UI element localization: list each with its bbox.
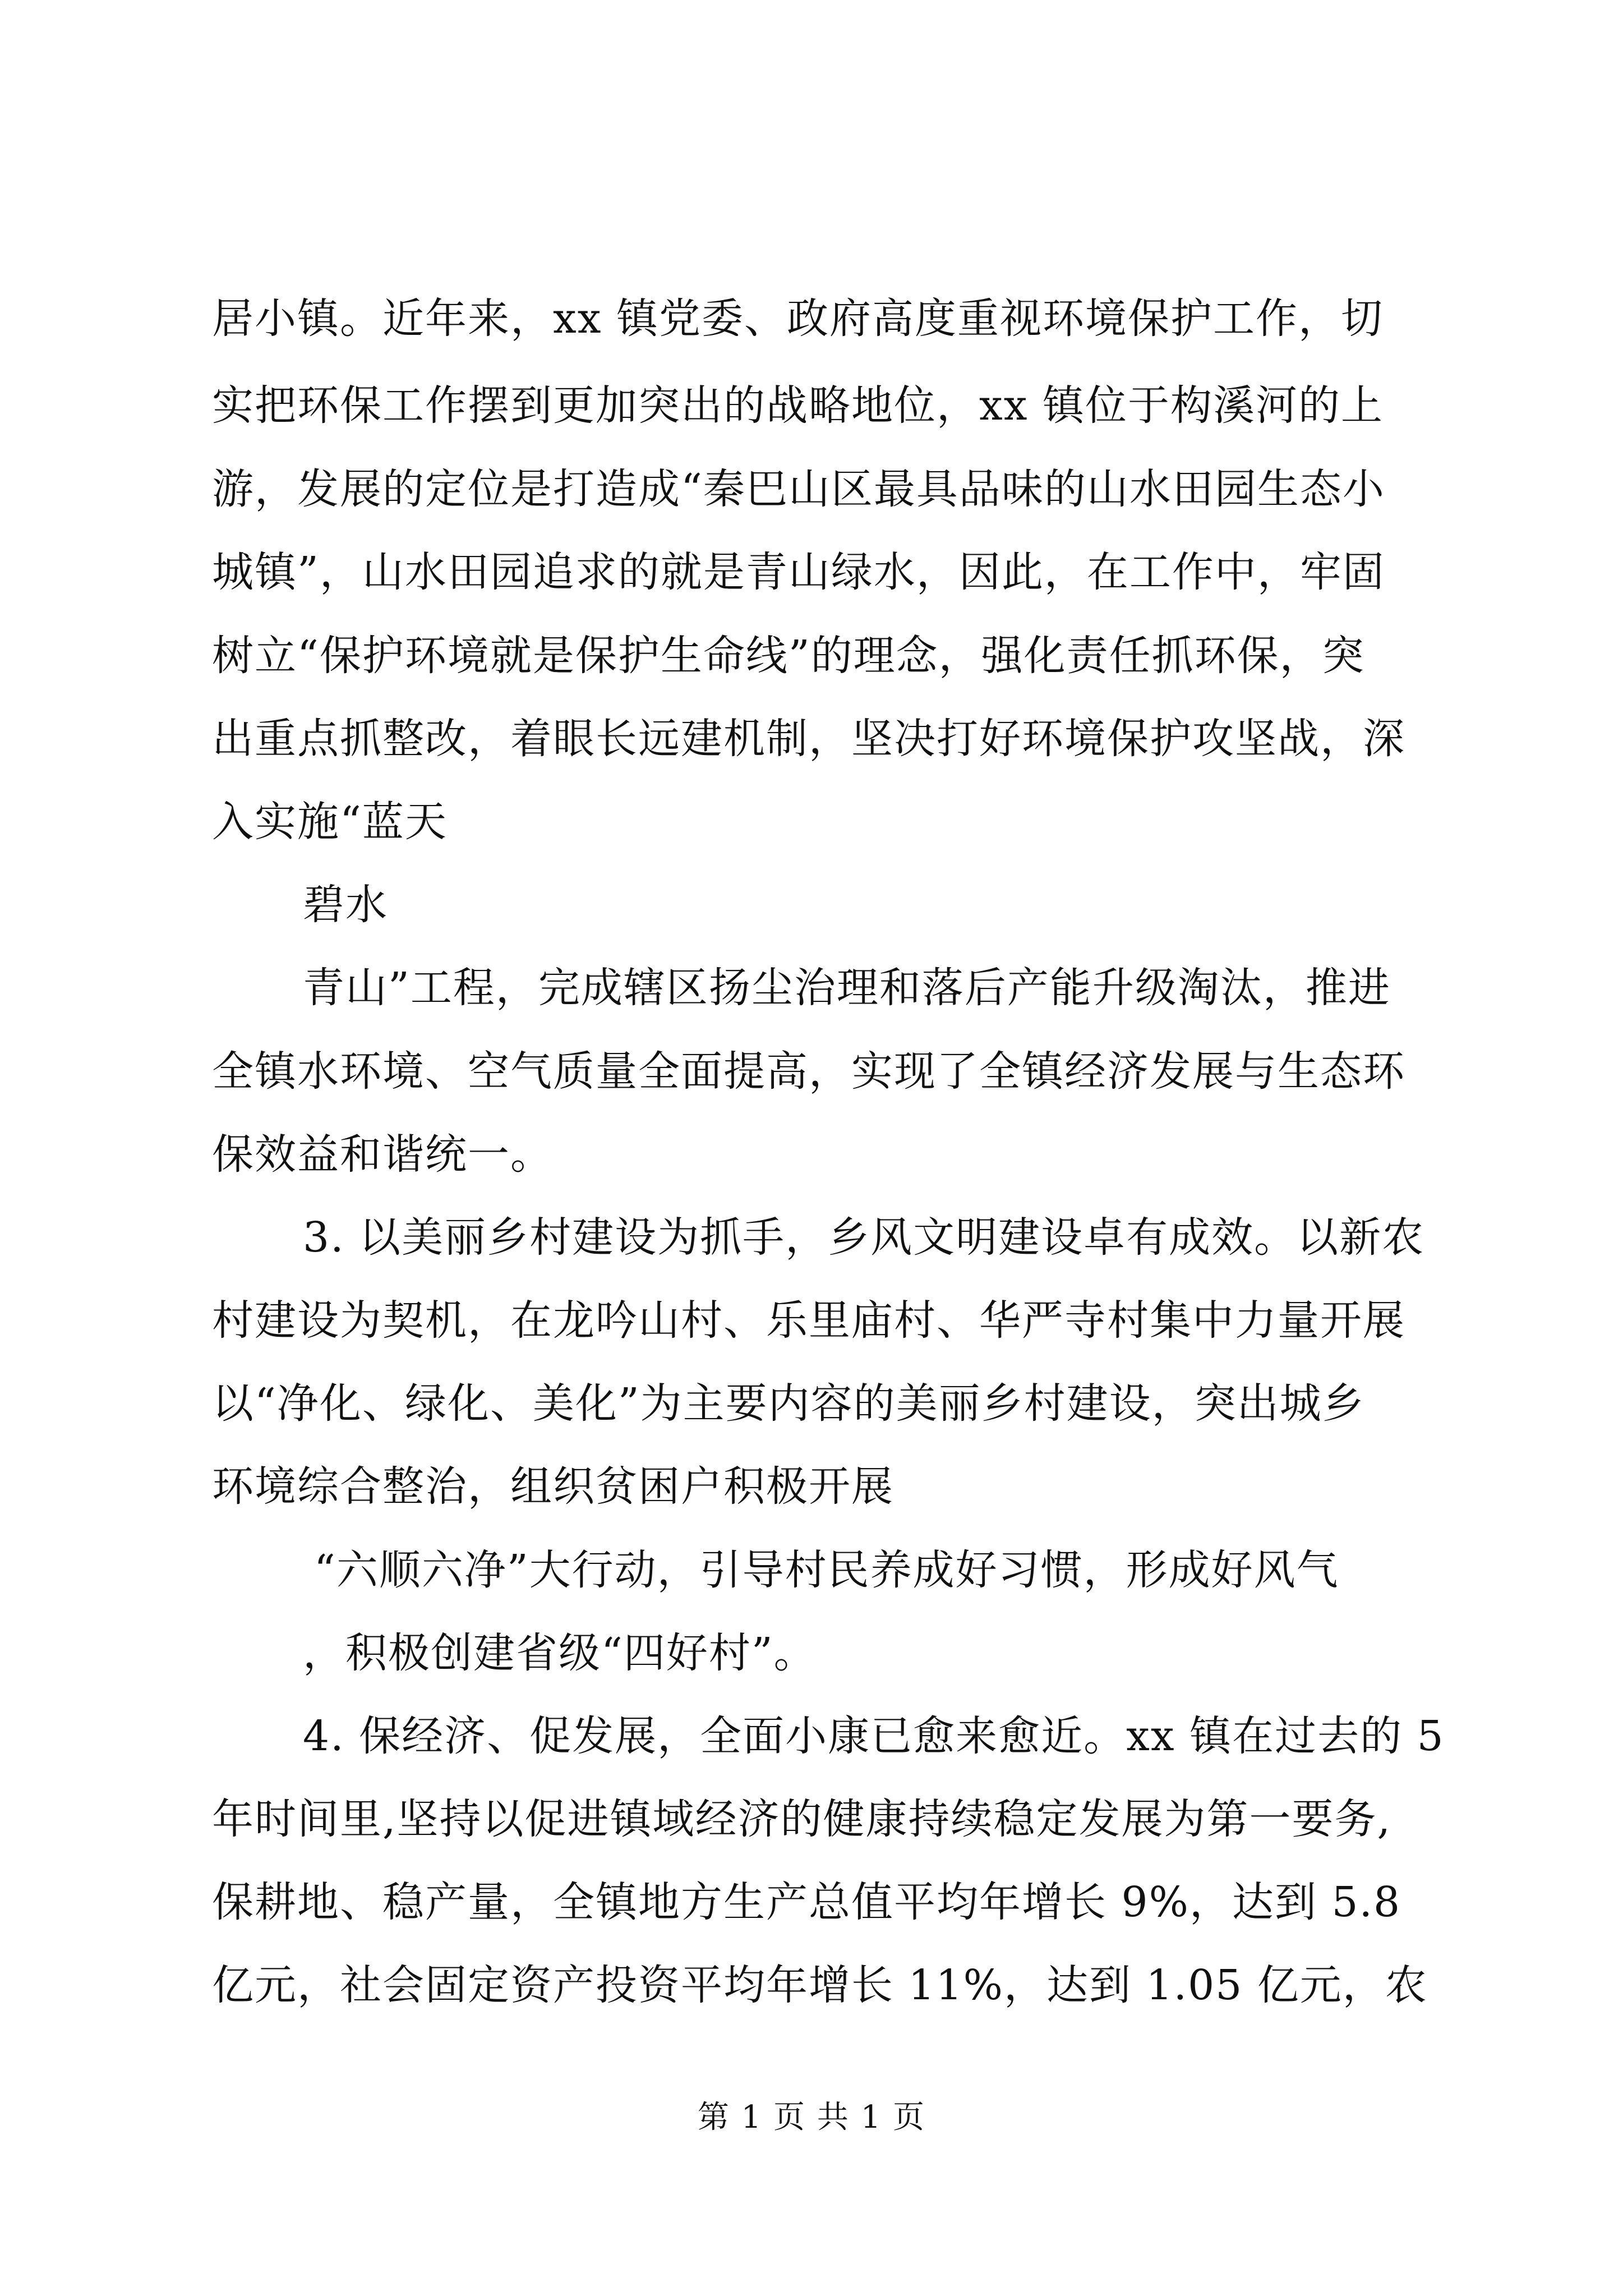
- body-line: 碧水: [303, 881, 388, 929]
- body-line: 城镇”，山水田园追求的就是青山绿水，因此，在工作中，牢固: [212, 548, 1385, 596]
- body-line: 保效益和谐统一。: [212, 1130, 553, 1179]
- body-line: 4. 保经济、促发展，全面小康已愈来愈近。xx 镇在过去的 5: [303, 1712, 1445, 1760]
- body-line: 年时间里,坚持以促进镇域经济的健康持续稳定发展为第一要务,: [212, 1795, 1392, 1843]
- body-line: ，积极创建省级“四好村”。: [303, 1629, 817, 1677]
- page-number-footer: 第 1 页 共 1 页: [697, 2099, 926, 2136]
- body-line: 出重点抓整改，着眼长远建机制，坚决打好环境保护攻坚战，深: [212, 715, 1405, 763]
- body-line: 以“净化、绿化、美化”为主要内容的美丽乡村建设，突出城乡: [212, 1379, 1365, 1428]
- body-line: 环境综合整治，组织贫困户积极开展: [212, 1462, 894, 1511]
- body-line: 青山”工程，完成辖区扬尘治理和落后产能升级淘汰，推进: [303, 964, 1391, 1012]
- body-line: 亿元，社会固定资产投资平均年增长 11%，达到 1.05 亿元，农: [212, 1961, 1428, 2009]
- body-line: 居小镇。近年来，xx 镇党委、政府高度重视环境保护工作，切: [212, 295, 1384, 343]
- body-line: 村建设为契机，在龙吟山村、乐里庙村、华严寺村集中力量开展: [212, 1296, 1405, 1345]
- body-line: 入实施“蓝天: [212, 798, 448, 846]
- body-line: 保耕地、稳产量，全镇地方生产总值平均年增长 9%，达到 5.8: [212, 1878, 1401, 1926]
- body-line: 树立“保护环境就是保护生命线”的理念，强化责任抓环保，突: [212, 632, 1365, 680]
- body-line: 游，发展的定位是打造成“秦巴山区最具品味的山水田园生态小: [212, 465, 1385, 513]
- body-line: 3. 以美丽乡村建设为抓手，乡风文明建设卓有成效。以新农: [303, 1213, 1425, 1262]
- body-line: 全镇水环境、空气质量全面提高，实现了全镇经济发展与生态环: [212, 1047, 1405, 1096]
- body-line: 实把环保工作摆到更加突出的战略地位，xx 镇位于构溪河的上: [212, 381, 1384, 430]
- body-line: “六顺六净”大行动，引导村民养成好习惯，形成好风气: [314, 1546, 1339, 1594]
